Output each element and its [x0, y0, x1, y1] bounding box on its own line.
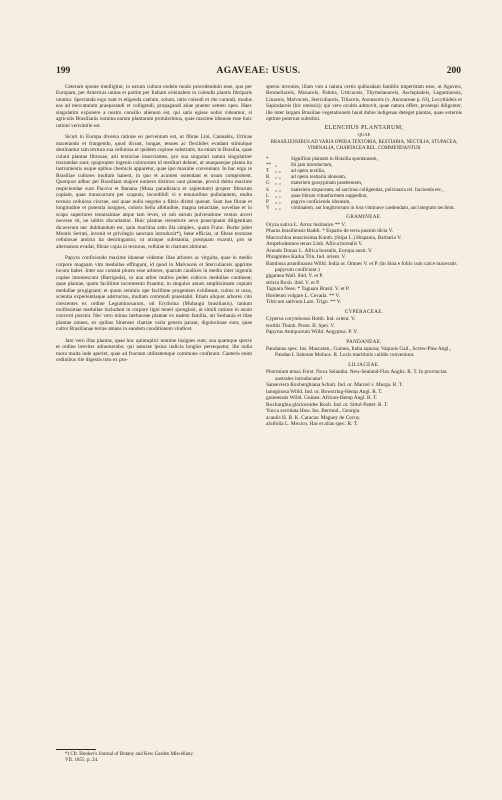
paragraph: Ceterum sponte intelligitur, in earum cultura eodem modo procedendum esse, quo per Europam, per Americas unitas et partim per Indiam orientalem in colendis plantis fibriparis utuntur. Spectanda ergo sunt et eligenda caelum, solum, ratio colendi et rite curandi, modus eas ad mercaturam praeparandi et colligendi, propagandi aliae praeter semen opes. Haec singulatim exponere a nostro consilio alienum est, qui satis egisse nobis videamur, si agricolis Brasilianis nomina earum plantarum protulerimus, quae maxime idoneae esse huic rationi verisimile est. — [56, 84, 252, 129]
plant-entry: Roxburghia gloriosoides Roxb. Ind. or. Sittul-Patter. R. T. — [266, 401, 389, 408]
footnote-rule — [56, 749, 96, 750]
sign-ditto: „ „ — [275, 205, 281, 212]
page-number-left: 199 — [56, 66, 71, 76]
right-column — [266, 84, 462, 427]
plant-entry: Yucca serrulata Haw. Ins. Bermud., Georgia. — [266, 408, 361, 415]
sign-symbol: T — [266, 167, 270, 174]
plant-entry: acaulis H. B. K. Caracas: Maguey de Cocuy. — [266, 414, 361, 421]
sign-legend — [266, 156, 462, 212]
plant-entry: Triticum sativum Lam. Trigo. ** V. — [266, 299, 342, 306]
plant-entry: Phragmites Karka Trin. Ind. orient. V. — [266, 254, 346, 261]
plant-entry: Papyrus Antiquorum Willd. Aegyptus. P. V. — [266, 329, 358, 336]
sign-symbol: R — [266, 174, 270, 181]
sign-symbol: V — [266, 205, 270, 212]
plant-entry: Arundo Donax L. Africa borealis, Europa austr. V. — [266, 247, 373, 254]
sign-meaning: Significat plantam in Brasilia spontaneam, — [291, 155, 378, 162]
catalog-title: ELENCHUS PLANTARUM, — [324, 124, 404, 131]
plant-entry: Oryza sativa L. Arroz lusitanice ** V. — [266, 221, 346, 228]
plant-entry: aloifolia L. Mexico. Has et alias spec. R. T. — [266, 420, 358, 427]
plant-entry: Ampelodesmos tenax Link. Africa borealis V. — [266, 241, 363, 248]
footnote-line: VII. 1855. p. 24. — [65, 758, 99, 764]
family-heading: LILIACEAE. — [348, 361, 380, 368]
running-title: AGAVEAE: USUS. — [216, 66, 301, 76]
catalog-subtitle: QUAE — [357, 132, 371, 138]
plant-entry: stricta Roxb. ibid. V. et P. — [266, 279, 320, 286]
paragraph: Jam vero illas plantas, quae hoc quintuplici nomine insignes sunt, sua quamque specie et ordine breviter adnumerabo; qui naturae ipsius indicia longius persequetur, ille nulla mora multa inde aperiet, quae ad fructum utilitatemque commune conferant. Caeteris enim ordinibus rite digestis toto ex pro- — [56, 337, 252, 364]
left-column — [56, 84, 252, 369]
plant-entry: textilis Thunb. Prom. B. Spei. V. — [266, 322, 335, 329]
sign-symbol: L — [266, 192, 270, 199]
sign-meaning: materiem gossypinam praebentem, — [291, 180, 363, 187]
sign-meaning: viminalem, aut longitrorsum in lora viminave caedendam, aut integram necilem. — [291, 205, 455, 212]
plant-entry: lanuginosa Willd. Ind. or. Bowstring-Hemp Angl. R. T. — [266, 388, 383, 395]
plant-entry: Sanseviera Roxburghiana Schult. Ind. or. Marool v. Murga. R. T. — [266, 382, 403, 389]
plant-entry: Hordeum vulgare L. Cevada. ** V. — [266, 292, 340, 299]
plant-entry: Bambusa arundinacea Willd. India or. Omnes V. et P. (In Sina e foliis cum calce maceratis papyrum conficiunt.) — [266, 260, 457, 273]
sign-meaning: ibi jam introductam, — [291, 161, 333, 168]
sign-ditto: „ „ — [275, 174, 281, 181]
sign-ditto: „ — [275, 161, 278, 168]
sign-meaning: papyro conficiendo idoneam, — [291, 198, 351, 205]
sign-symbol: P — [266, 198, 269, 205]
sign-symbol: ** — [266, 161, 272, 168]
plant-entry: Phormium tenax Forst. Nova Selandia. New-Sealand-Flax Anglis. R. T. In provincias australes introducatur! — [266, 369, 447, 382]
catalog-description: BRASILIENSIBUS AD VARIA OPERA TEXTORIA, RESTIARIA, NECTILIA, STUPACEA, VIMINALIA, CHARTACEA REL. COMMENDANTUR — [270, 139, 458, 152]
plant-entry: Pharus brasiliensis Raddi. * Esparto de terra passim dicta V. — [266, 228, 394, 235]
paragraph: Papyro conficiendo maxime idoneae videntur illae arbores ac virgulta, quae in medio corpore magnam vim medullae effingunt, id quod in Malvaceis et Sterculiaceis apprime locum habet. Inter eas constat plures esse arbores, quarum caudices in medio inter ingentis copiae intumescunt (Barriguda), ut una arbor multos pedes cubicos medullae contineat; quae plantae, quum facillime incremento fruantur, in singulos annos amplissimam copiam medullae progignant; et quum seminis ope facillime progeniem exhibeant, cultus et usus, scientia experientiaque adstructus, multam commodi praestabit. Etiam aliquot arbores cito crescentes ex ordine Leguminosarum, uti Erythrina (Mulungú brasilianis), tantum mollissimae medullae includunt in corpore ligni teneri spongiosi, ut simili ratione in usum converti possint. Nec vero minus herbaceae plantae ex eadem familia, uti Sesbania et illae plantae omnes, ex quibus Sinenses chartae varia genera parant, dignissimae sunt, quae cultor Brasilianae terrae amans in eandem conditionem vindicet. — [56, 255, 252, 333]
plant-entry: guineensis Willd. Guinea: African-Hemp Angl. R. T. — [266, 395, 378, 402]
plant-entry: Taguara Nees. * Taguara Brasil. V. et P. — [266, 286, 350, 293]
sign-symbol: S — [266, 186, 269, 193]
plant-entry: Pandanus spec. Ins. Mascaren., Guinea, India aquosa; Vaquois Gall., Screw-Pine Angl., Pandan L Sabotan Moluce. R. Locis maritimis calidis conveniunt. — [266, 345, 452, 359]
sign-ditto: „ „ — [275, 180, 281, 187]
family-heading: CYPERACEAE. — [344, 308, 384, 315]
footnote-line: *) Cfr. Hooker's Journal of Botany and Kew Garden Miscellany. — [65, 752, 194, 757]
sign-ditto: „ „ — [275, 198, 281, 205]
plant-entry: gigantea Wall. ibid. V. et P. — [266, 273, 324, 280]
family-heading: PANDANEAE. — [346, 338, 382, 345]
page-number-right: 200 — [446, 66, 461, 76]
running-header — [56, 66, 461, 80]
plant-entry: Macrochloa tenacissima Kunth. (Stipa L.) Hispania, Barbaria V. — [266, 234, 402, 241]
paragraph-continued: spectu invenies, illam vim a natura certis quibusdam familiis impertitam esse, ut Agaveis, Bromeliaceis, Musaceis, Palmis, Urticaceis, Thymelaeaceis, Asclepiadeis, Leguminosis, Linaceis, Malvaceis, Sterculiaceis, Tiliaceis, Anonaceis (v. Anonaceae p. 63), Lecythideis et Sapindaceis (hic omissis); qui vero ocultis admovit, quae natura offert, prosequi diligenter, ille inter largam Brasiliae vegetationem haud dubie indigenas deteget plantas, quae externis optime poterunt substitui. — [266, 84, 462, 123]
sign-ditto: „ „ — [275, 192, 281, 199]
sign-row — [266, 205, 462, 211]
sign-ditto: „ „ — [275, 167, 281, 174]
sign-symbol: G — [266, 180, 270, 187]
family-heading: GRAMINEAE. — [346, 214, 382, 221]
sign-symbol: * — [266, 155, 269, 162]
sign-meaning: ad opera textilia, — [291, 167, 326, 174]
sign-meaning: ad opera restiaria idoneam, — [291, 174, 347, 181]
paragraph: Sicuti in Europa diversa ratione eo perventum est, ut fibrae Lini, Cannabis, Urticae macerando et frangendo, quod dicunt, longae, tenues ac flexibiles evadant stimulque destinantur tam textura sua cellulosa et quidem copiose substratis, ita etiam in Brasilia, quae colunt plantae fibrosae, arti textoriae inserviantes, pro sua singulari natura singulariter tractandae sunt; quapropter ingenio colonorum id meditari debent, ut unaquaeque planta ita instrumentis usque opibus chemicis apparetur, quae ipsi maxime conveniant. In hac ergo re Brasiliae cultores multum habent, in quo et acumen ostendant et usum comprobent. Quotquot adhuc per Brasiliam majore numero distinxe sunt plantae, procul dubio maxime respiciendae sunt Pacova et Banana (Musa paradisiaca et sapientum) propter fibrarum copiam, quae transcurrunt per scapum, incredibili vi e tenuioribus pullulantem, multa textura cellulosa cinctae, sed quae nullo negotio a fibris dirimi queunt. Sunt hae fibrae et longitudine et potentia insignes, coloris bella albitudine, magna tenacitate, novellae et in scapo superiores tenuissimae atque tam leves, ut sub earum pulveratione ventos arceri necesse sit, ne subito discutiantur. Huic plantae recentiore aevo praecipuam diligentiam dicaverunt nec dubitandum est, quin machina satis illa simplex, quam Franc. Burke jubet Montis Serrati, invenit et privilegio sanctam introduxit*), bene efficiat, ut fibrae texturae cellulosae amicta ita destringantur, ut utraque substantia, postquam exaruit, pro se alternatura evadat, fibrae copia in texturas, cellulae in chartam abiturae. — [56, 134, 252, 250]
sign-meaning: quae librum vittaeformem suppeditat, — [291, 192, 368, 199]
families-list — [266, 214, 462, 427]
footnote — [56, 752, 252, 764]
sign-ditto: „ „ — [275, 186, 281, 193]
sign-meaning: materiem stupaceam, ad sarcinas colligendas, pulvinaria rel. farcienda etc., — [291, 186, 444, 193]
plant-entry: Cyperus corymbosus Rottb. Ind. orient. V. — [266, 316, 356, 323]
